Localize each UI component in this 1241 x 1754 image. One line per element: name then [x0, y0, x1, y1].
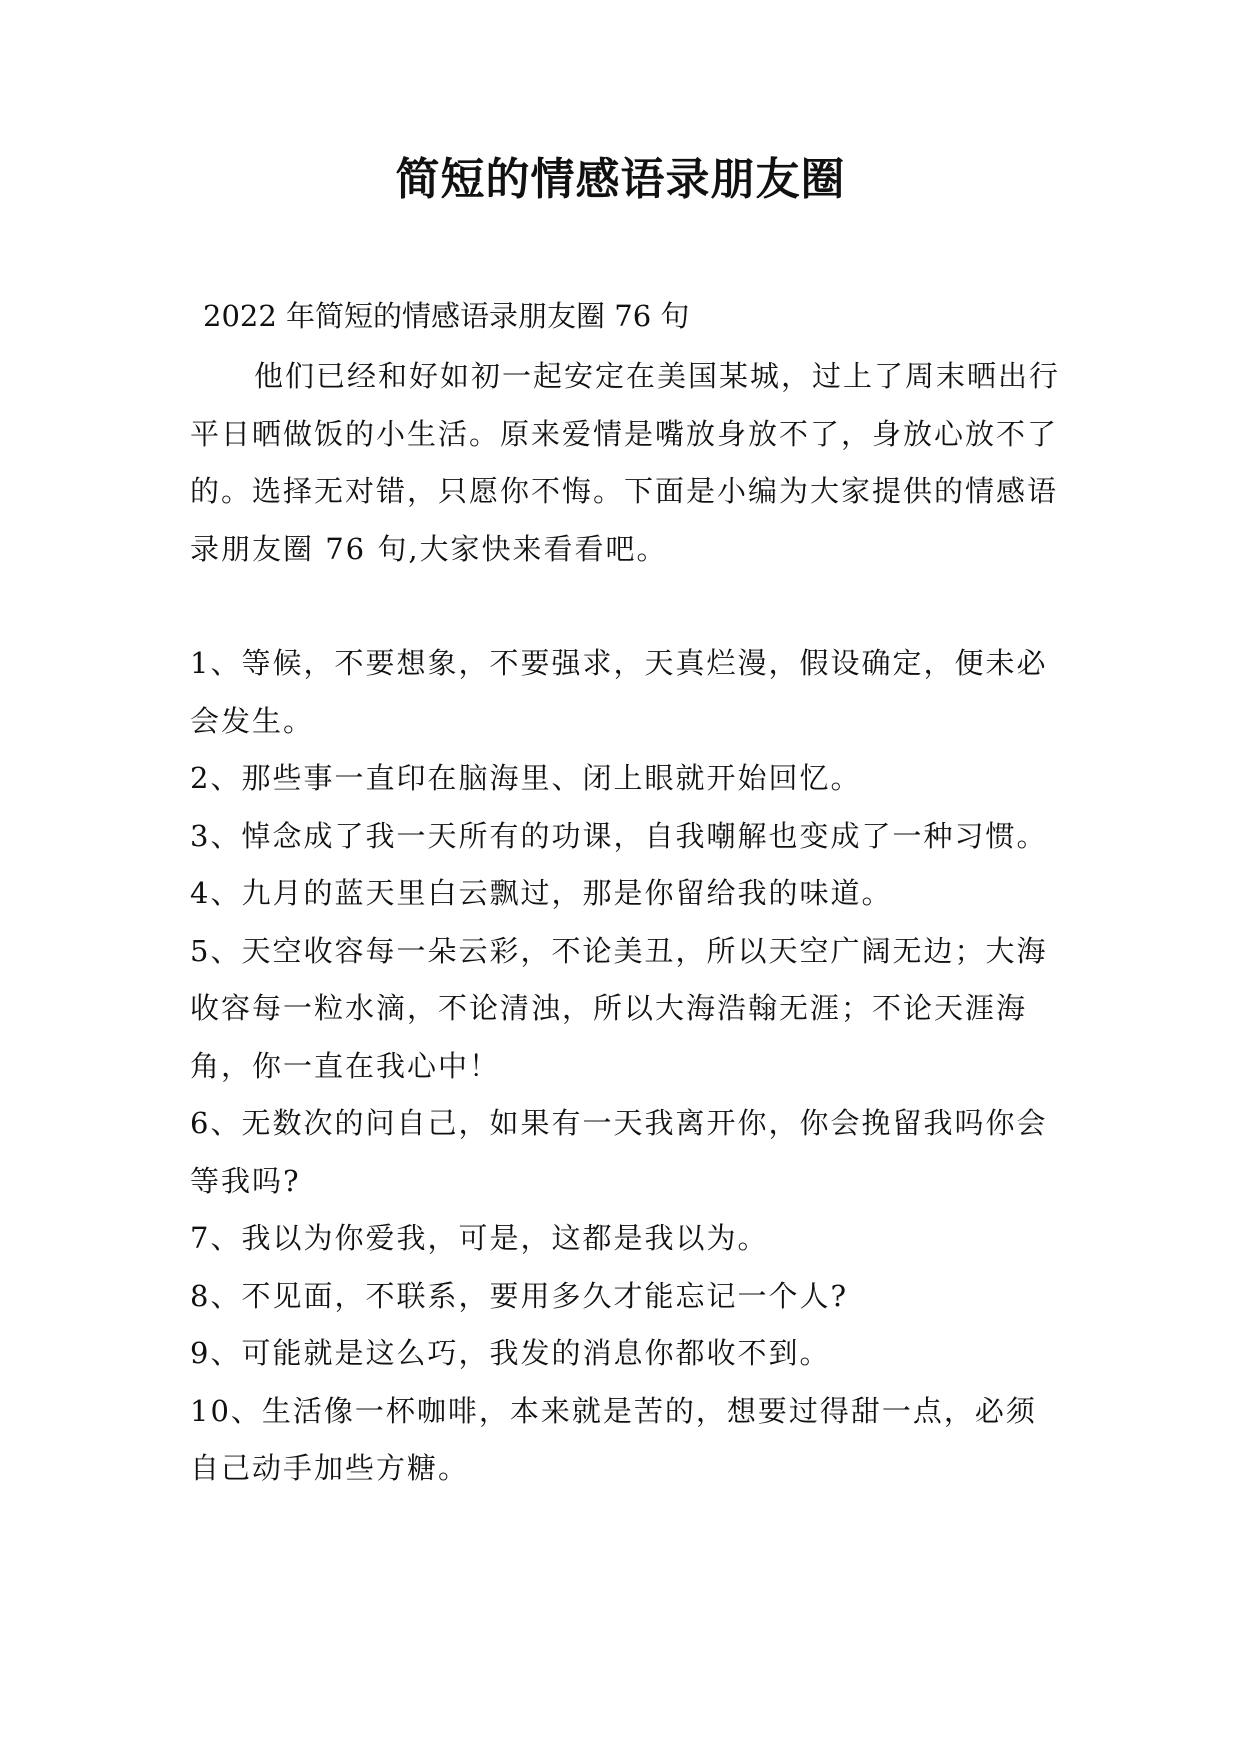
list-item: 6、无数次的问自己，如果有一天我离开你，你会挽留我吗你会等我吗? [190, 1106, 1048, 1198]
list-item: 9、可能就是这么巧，我发的消息你都收不到。 [190, 1336, 831, 1370]
list-item: 10、生活像一杯咖啡，本来就是苦的，想要过得甜一点，必须自己动手加些方糖。 [190, 1393, 1037, 1485]
list-item: 5、天空收容每一朵云彩，不论美丑，所以天空广阔无边；大海收容每一粒水滴，不论清浊，所以大海浩翰无涯；不论天涯海角，你一直在我心中！ [190, 933, 1048, 1083]
list-item: 7、我以为你爱我，可是，这都是我以为。 [190, 1221, 769, 1255]
list-item: 8、不见面，不联系，要用多久才能忘记一个人? [190, 1278, 848, 1313]
list-item: 2、那些事一直印在脑海里、闭上眼就开始回忆。 [190, 761, 862, 795]
list-item: 1、等候，不要想象，不要强求，天真烂漫，假设确定，便未必会发生。 [190, 646, 1048, 738]
document-subtitle: 2022 年简短的情感语录朋友圈 76 句 [203, 299, 690, 333]
quote-list [190, 635, 1060, 1498]
list-item: 4、九月的蓝天里白云飘过，那是你留给我的味道。 [190, 876, 893, 910]
intro-paragraph: 他们已经和好如初一起安定在美国某城，过上了周末晒出行平日晒做饭的小生活。原来爱情是嘴放身放不了，身放心放不了的。选择无对错，只愿你不悔。下面是小编为大家提供的情感语录朋友圈 76 句,大家快来看看吧。 [190, 359, 1061, 566]
document-title: 简短的情感语录朋友圈 [395, 154, 846, 205]
list-item: 3、悼念成了我一天所有的功课，自我嘲解也变成了一种习惯。 [190, 818, 1048, 853]
